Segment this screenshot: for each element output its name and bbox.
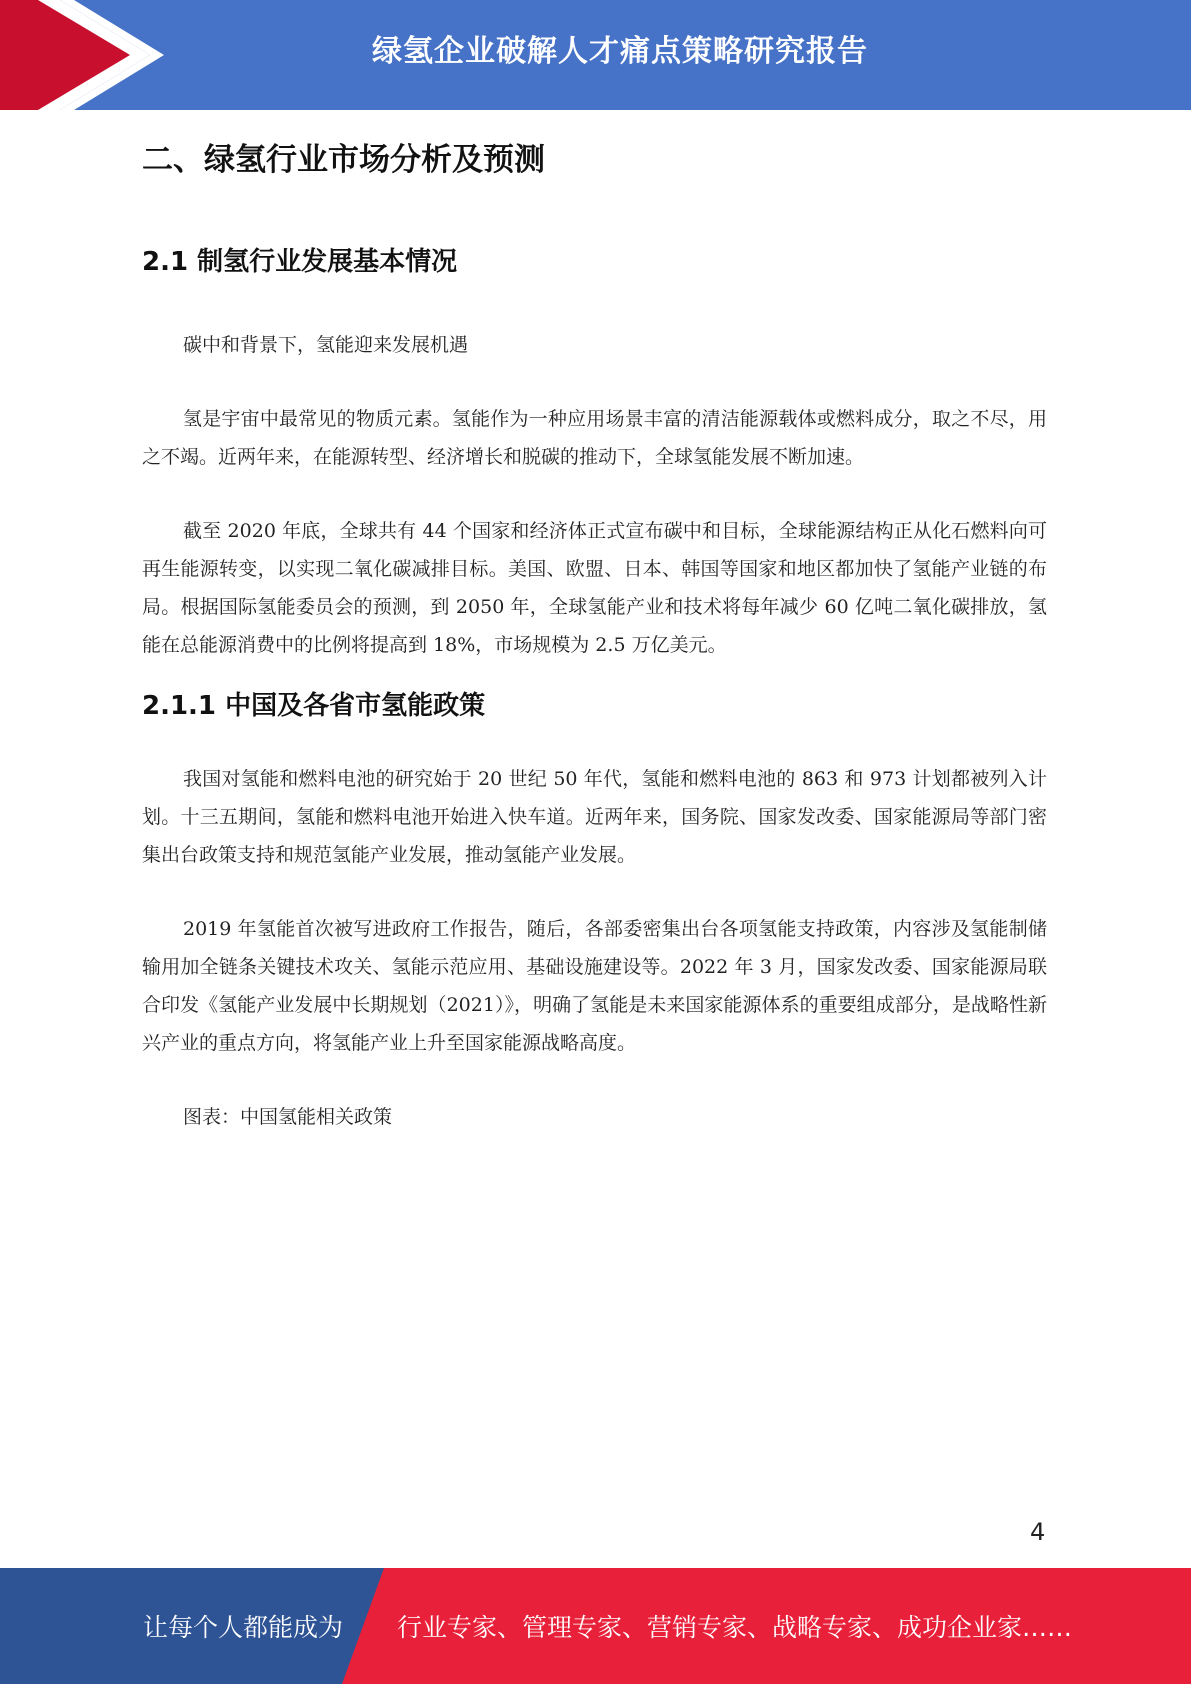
footer-slogan-left: 让每个人都能成为 (143, 1613, 344, 1642)
page-header (0, 0, 1191, 110)
paragraph: 截至 2020 年底，全球共有 44 个国家和经济体正式宣布碳中和目标，全球能源结构正从化石燃料向可再生能源转变，以实现二氧化碳减排目标。美国、欧盟、日本、韩国等国家和地区都加快了氢能产业链的布局。根据国际氢能委员会的预测，到 2050 年，全球氢能产业和技术将每年减少 60 亿吨二氧化碳排放，氢能在总能源消费中的比例将提高到 18%，市场规模为 2.5 万亿美元。 (142, 520, 1047, 656)
paragraph: 我国对氢能和燃料电池的研究始于 20 世纪 50 年代，氢能和燃料电池的 863 和 973 计划都被列入计划。十三五期间，氢能和燃料电池开始进入快车道。近两年来，国务院、国家发改委、国家能源局等部门密集出台政策支持和规范氢能产业发展，推动氢能产业发展。 (142, 768, 1047, 866)
paragraph: 2019 年氢能首次被写进政府工作报告，随后，各部委密集出台各项氢能支持政策，内容涉及氢能制储输用加全链条关键技术攻关、氢能示范应用、基础设施建设等。2022 年 3 月，国家发改委、国家能源局联合印发《氢能产业发展中长期规划（2021）》，明确了氢能是未来国家能源体系的重要组成部分，是战略性新兴产业的重点方向，将氢能产业上升至国家能源战略高度。 (142, 918, 1047, 1054)
page-content (142, 138, 1047, 1172)
figure-caption: 图表：中国氢能相关政策 (183, 1106, 393, 1128)
footer-slogan-right: 行业专家、管理专家、营销专家、战略专家、成功企业家…… (397, 1613, 1073, 1642)
page-number: 4 (1030, 1518, 1046, 1546)
page-footer (0, 1568, 1191, 1684)
subsection-heading-2-1-1: 2.1.1 中国及各省市氢能政策 (142, 691, 486, 721)
report-title: 绿氢企业破解人才痛点策略研究报告 (372, 34, 868, 69)
section-heading: 二、绿氢行业市场分析及预测 (142, 142, 545, 178)
paragraph: 碳中和背景下，氢能迎来发展机遇 (183, 334, 469, 356)
subsection-heading-2-1: 2.1 制氢行业发展基本情况 (142, 247, 458, 277)
paragraph: 氢是宇宙中最常见的物质元素。氢能作为一种应用场景丰富的清洁能源载体或燃料成分，取之不尽，用之不竭。近两年来，在能源转型、经济增长和脱碳的推动下，全球氢能发展不断加速。 (142, 408, 1047, 468)
